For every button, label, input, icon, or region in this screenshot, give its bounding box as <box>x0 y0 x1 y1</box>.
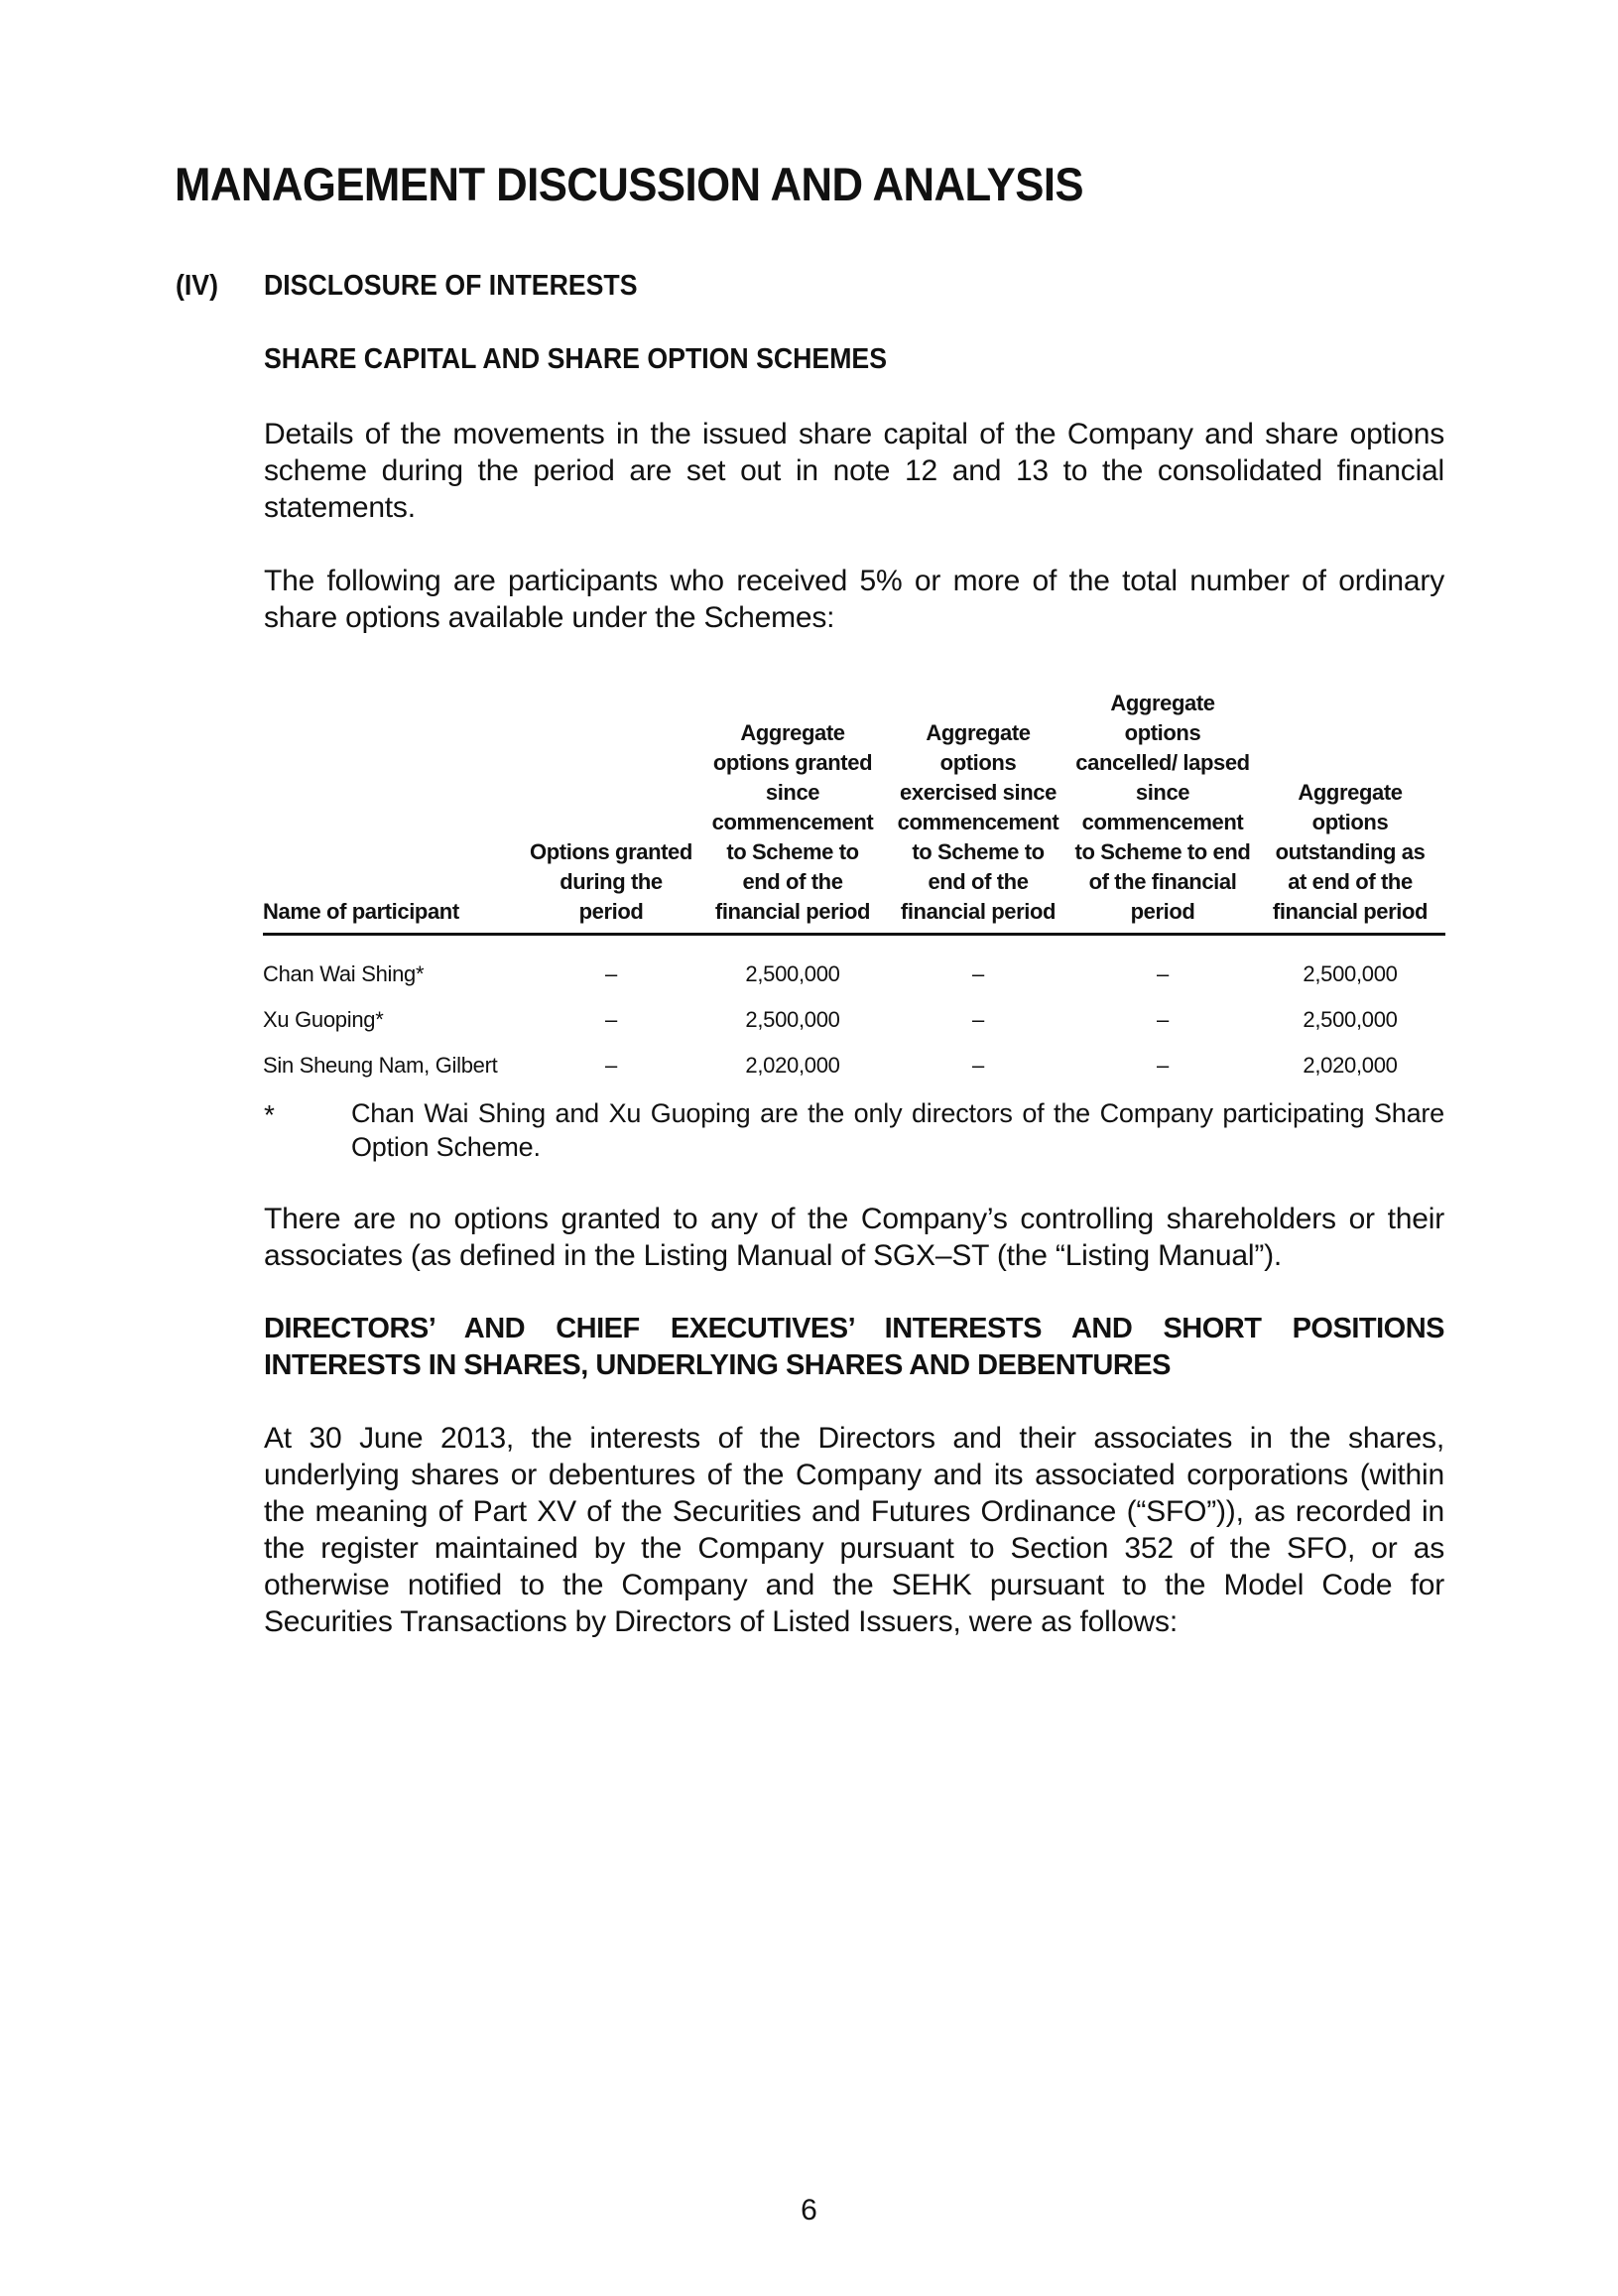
participant-name: Chan Wai Shing* <box>263 961 425 986</box>
aggregate-exercised-value: – <box>972 961 984 986</box>
column-header-name: Name of participant <box>263 689 523 935</box>
column-header-options-granted <box>523 689 699 935</box>
aggregate-granted-value: 2,020,000 <box>745 1053 840 1078</box>
share-capital-heading: SHARE CAPITAL AND SHARE OPTION SCHEMES <box>264 343 888 375</box>
section-title: DISCLOSURE OF INTERESTS <box>264 270 638 302</box>
aggregate-outstanding-value: 2,020,000 <box>1303 1053 1398 1078</box>
column-header-aggregate-exercised-label: Aggregate options exercised since commencement to Scheme to end of the financial period <box>897 720 1059 924</box>
table-row <box>263 997 1445 1043</box>
aggregate-cancelled-value: – <box>1157 1007 1169 1032</box>
table-row <box>263 1043 1445 1088</box>
share-capital-paragraph: Details of the movements in the issued share capital of the Company and share options scheme during the period are set out in note 12 and 13 to the consolidated financial statements. <box>264 418 1444 524</box>
footnote-text: Chan Wai Shing and Xu Guoping are the only directors of the Company participating Share Option Scheme. <box>351 1098 1444 1162</box>
directors-interests-heading: DIRECTORS’ AND CHIEF EXECUTIVES’ INTERESTS AND SHORT POSITIONS INTERESTS IN SHARES, UNDERLYING SHARES AND DEBENTURES <box>264 1313 1444 1381</box>
aggregate-cancelled-value: – <box>1157 1053 1169 1078</box>
participant-name: Xu Guoping* <box>263 1007 384 1032</box>
share-options-table <box>263 689 1445 1088</box>
controlling-shareholders-paragraph: There are no options granted to any of the Company’s controlling shareholders or their associates (as defined in the Listing Manual of SGX–ST (the “Listing Manual”). <box>264 1203 1444 1272</box>
table-row <box>263 935 1445 998</box>
table-header-row <box>263 689 1445 935</box>
aggregate-granted-value: 2,500,000 <box>745 961 840 986</box>
column-header-options-granted-label: Options granted during the period <box>530 839 692 924</box>
column-header-aggregate-cancelled <box>1070 689 1255 935</box>
column-header-aggregate-outstanding-label: Aggregate options outstanding as at end of the financial period <box>1272 780 1429 924</box>
directors-interests-paragraph: At 30 June 2013, the interests of the Directors and their associates in the shares, underlying shares or debentures of the Company and its associated corporations (within the meaning of Part XV of the Securities and Futures Ordinance (“SFO”)), as recorded in the register maintained by the Company pursuant to Section 352 of the SFO, or as otherwise notified to the Company and the SEHK pursuant to the Model Code for Securities Transactions by Directors of Listed Issuers, were as follows: <box>264 1422 1444 1638</box>
footnote-marker: * <box>264 1099 275 1130</box>
column-header-aggregate-granted-label: Aggregate options granted since commencement to Scheme to end of the financial period <box>711 720 874 924</box>
options-granted-value: – <box>605 1053 617 1078</box>
options-granted-value: – <box>605 1007 617 1032</box>
page-number: 6 <box>801 2194 817 2227</box>
aggregate-exercised-value: – <box>972 1007 984 1032</box>
aggregate-outstanding-value: 2,500,000 <box>1303 961 1398 986</box>
aggregate-outstanding-value: 2,500,000 <box>1303 1007 1398 1032</box>
aggregate-granted-value: 2,500,000 <box>745 1007 840 1032</box>
column-header-aggregate-cancelled-label: Aggregate options cancelled/ lapsed since commencement to Scheme to end of the financial period <box>1074 691 1251 924</box>
column-header-aggregate-granted <box>699 689 886 935</box>
participant-name: Sin Sheung Nam, Gilbert <box>263 1053 498 1078</box>
options-granted-value: – <box>605 961 617 986</box>
column-header-aggregate-outstanding <box>1255 689 1445 935</box>
section-number: (IV) <box>176 270 218 302</box>
participants-intro-paragraph: The following are participants who received 5% or more of the total number of ordinary share options available under the Schemes: <box>264 565 1444 634</box>
aggregate-exercised-value: – <box>972 1053 984 1078</box>
aggregate-cancelled-value: – <box>1157 961 1169 986</box>
page-title: MANAGEMENT DISCUSSION AND ANALYSIS <box>175 158 1084 210</box>
column-header-aggregate-exercised <box>886 689 1070 935</box>
